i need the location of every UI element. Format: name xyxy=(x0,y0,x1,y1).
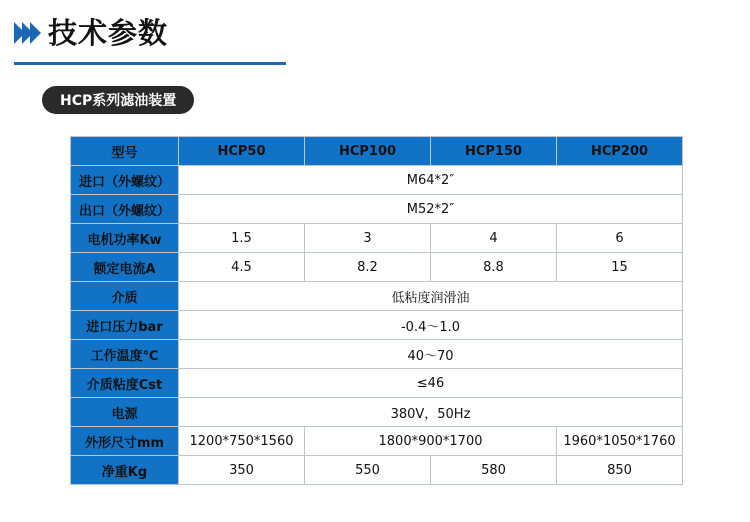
row-header: 介质 xyxy=(71,282,179,311)
row-value: 4.5 xyxy=(179,253,305,282)
row-value: M52*2″ xyxy=(179,195,683,224)
row-value: 4 xyxy=(431,224,557,253)
row-value: ≤46 xyxy=(179,369,683,398)
spec-table xyxy=(70,136,683,485)
row-value: 3 xyxy=(305,224,431,253)
row-header: 介质粘度Cst xyxy=(71,369,179,398)
spec-table-container xyxy=(70,136,683,485)
row-header: 进口压力bar xyxy=(71,311,179,340)
table-row xyxy=(71,456,683,485)
column-header: HCP100 xyxy=(305,137,431,166)
row-value: 1.5 xyxy=(179,224,305,253)
row-header: 工作温度℃ xyxy=(71,340,179,369)
row-value: 1800*900*1700 xyxy=(305,427,557,456)
column-header: HCP50 xyxy=(179,137,305,166)
row-value: 380V，50Hz xyxy=(179,398,683,427)
table-row xyxy=(71,311,683,340)
column-header: HCP150 xyxy=(431,137,557,166)
table-row xyxy=(71,369,683,398)
section-badge-label: HCP系列滤油装置 xyxy=(60,93,177,109)
page-title: 技术参数 xyxy=(48,15,169,50)
row-header: 外形尺寸mm xyxy=(71,427,179,456)
row-header: 额定电流A xyxy=(71,253,179,282)
table-row xyxy=(71,340,683,369)
row-value: M64*2″ xyxy=(179,166,683,195)
row-value: 低粘度润滑油 xyxy=(179,282,683,311)
row-header: 电源 xyxy=(71,398,179,427)
row-value: 8.2 xyxy=(305,253,431,282)
column-header: HCP200 xyxy=(557,137,683,166)
table-row xyxy=(71,398,683,427)
row-value: 350 xyxy=(179,456,305,485)
row-value: 8.8 xyxy=(431,253,557,282)
table-row xyxy=(71,224,683,253)
column-header: 型号 xyxy=(71,137,179,166)
row-value: 1200*750*1560 xyxy=(179,427,305,456)
table-row xyxy=(71,282,683,311)
header-row xyxy=(10,8,285,58)
table-row xyxy=(71,427,683,456)
table-header-row xyxy=(71,137,683,166)
table-row xyxy=(71,253,683,282)
row-value: 850 xyxy=(557,456,683,485)
row-value: -0.4～1.0 xyxy=(179,311,683,340)
row-value: 580 xyxy=(431,456,557,485)
row-header: 出口（外螺纹） xyxy=(71,195,179,224)
section-badge xyxy=(42,86,194,114)
table-row xyxy=(71,195,683,224)
row-header: 净重Kg xyxy=(71,456,179,485)
page-header xyxy=(10,8,285,64)
row-header: 电机功率Kw xyxy=(71,224,179,253)
row-value: 1960*1050*1760 xyxy=(557,427,683,456)
row-value: 15 xyxy=(557,253,683,282)
row-value: 40～70 xyxy=(179,340,683,369)
row-value: 550 xyxy=(305,456,431,485)
row-value: 6 xyxy=(557,224,683,253)
row-header: 进口（外螺纹） xyxy=(71,166,179,195)
header-underline xyxy=(14,62,286,65)
table-row xyxy=(71,166,683,195)
double-chevron-right-icon xyxy=(14,22,38,44)
